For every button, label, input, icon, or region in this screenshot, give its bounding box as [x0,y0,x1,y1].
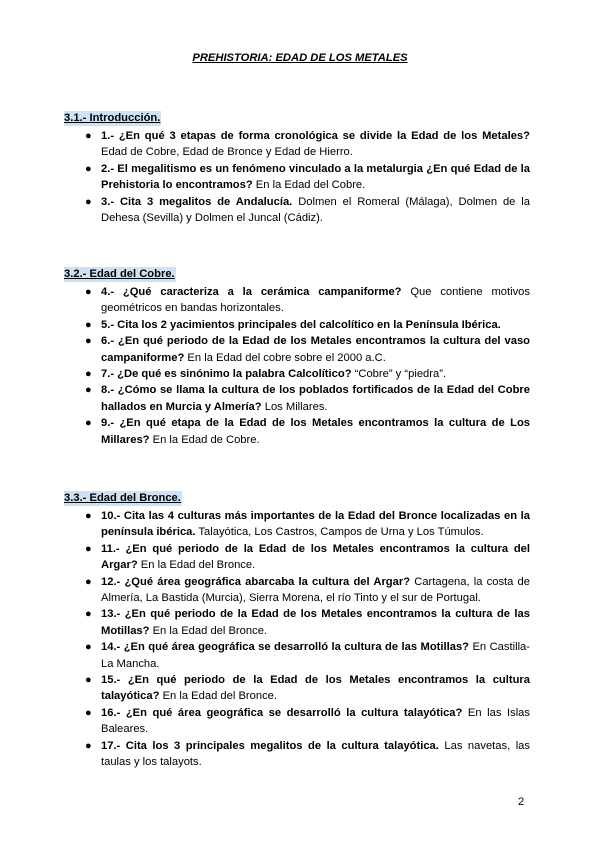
list-item [64,194,530,227]
list-item [64,574,530,607]
section-heading: 3.3.- Edad del Bronce. [64,492,181,504]
question-text: 5.- Cita los 2 yacimientos principales del calcolítico en la Península Ibérica. [101,318,501,331]
bullet-icon: ● [85,417,92,430]
list-item [64,317,530,333]
bullet-icon: ● [85,706,92,719]
answer-text: En la Edad del cobre sobre el 2000 a.C. [187,351,386,364]
question-text: 7.- ¿De qué es sinónimo la palabra Calcolítico? [101,368,352,381]
answer-text: En las Islas Baleares. [101,706,530,736]
bullet-icon: ● [85,641,92,654]
question-text: 14.- ¿En qué área geográfica se desarrolló la cultura de las Motillas? [101,641,470,654]
section-introduccion [64,108,530,226]
bullet-icon: ● [85,384,92,397]
bullet-icon: ● [85,286,92,298]
page-title: PREHISTORIA: EDAD DE LOS METALES [192,52,408,64]
answer-text: En la Edad del Bronce. [140,559,256,572]
list-item [64,284,530,317]
question-text: 16.- ¿En qué área geográfica se desarrolló la cultura talayótica? [101,706,463,719]
bullet-icon: ● [85,130,92,142]
answer-text: En la Edad del Bronce. [152,624,268,637]
question-text: 2.- El megalitismo es un fenómeno vinculado a la metalurgia ¿En qué Edad de la Prehistoria lo encontramos? [101,162,530,192]
list-item [64,672,530,705]
question-text: 10.- Cita las 4 culturas más importantes de la Edad del Bronce localizadas en la península ibérica. [101,510,530,539]
answer-text: Las navetas, las taulas y los talayots. [101,739,530,769]
question-list [64,284,530,448]
question-text: 9.- ¿En qué etapa de la Edad de los Metales encontramos la cultura de Los Millares? [101,417,530,446]
question-text: 3.- Cita 3 megalitos de Andalucía. [101,195,293,208]
bullet-icon: ● [85,195,92,208]
bullet-icon: ● [85,318,92,331]
list-item [64,705,530,738]
list-item [64,382,530,415]
page-number: 2 [518,796,525,808]
question-text: 1.- ¿En qué 3 etapas de forma cronológica se divide la Edad de los Metales? [101,130,530,142]
list-item [64,128,530,161]
section-heading: 3.1.- Introducción. [64,112,161,124]
answer-text: En Castilla-La Mancha. [101,641,531,670]
list-item [64,508,530,541]
list-item [64,415,530,448]
question-text: 15.- ¿En qué periodo de la Edad de los Metales encontramos la cultura talayótica? [101,674,530,703]
list-item [64,639,530,672]
bullet-icon: ● [85,162,92,175]
bullet-icon: ● [85,510,92,522]
question-text: 13.- ¿En qué periodo de la Edad de los Metales encontramos la cultura de las Motillas? [101,608,530,637]
list-item [64,541,530,574]
bullet-icon: ● [85,739,92,752]
bullet-icon: ● [85,575,92,588]
section-edad-del-bronce [64,488,530,771]
question-text: 4.- ¿Qué caracteriza a la cerámica campaniforme? [101,286,402,298]
section-edad-del-cobre [64,264,530,448]
answer-text: En la Edad de Cobre. [152,433,260,446]
list-item [64,161,530,194]
answer-text: Edad de Cobre, Edad de Bronce y Edad de Hierro. [101,146,353,159]
section-heading: 3.2.- Edad del Cobre. [64,268,175,280]
answer-text: Dolmen el Romeral (Málaga), Dolmen de la Dehesa (Sevilla) y Dolmen el Juncal (Cádiz). [101,195,531,225]
question-list [64,508,530,771]
question-list [64,128,530,226]
answer-text: Los Millares. [264,400,328,413]
answer-text: En la Edad del Bronce. [162,690,277,703]
answer-text: Que contiene motivos geométricos en bandas horizontales. [101,286,530,315]
question-text: 8.- ¿Cómo se llama la cultura de los poblados fortificados de la Edad del Cobre hallados en Murcia y Almería? [101,384,530,413]
list-item [64,738,530,771]
answer-text: “Cobre” y “piedra”. [354,368,447,381]
question-text: 6.- ¿En qué periodo de la Edad de los Metales encontramos la cultura del vaso campaniforme? [101,335,530,364]
list-item [64,606,530,639]
bullet-icon: ● [85,674,92,687]
bullet-icon: ● [85,542,92,555]
bullet-icon: ● [85,608,92,621]
question-text: 12.- ¿Qué área geográfica abarcaba la cultura del Argar? [101,575,411,588]
answer-text: Cartagena, la costa de Almería, La Bastida (Murcia), Sierra Morena, el río Tinto y el sur de Portugal. [101,575,530,605]
question-text: 17.- Cita los 3 principales megalitos de la cultura talayótica. [101,739,439,752]
list-item [64,366,530,382]
question-text: 11.- ¿En qué periodo de la Edad de los Metales encontramos la cultura del Argar? [101,542,530,572]
answer-text: En la Edad del Cobre. [255,179,366,192]
answer-text: Talayótica, Los Castros, Campos de Urna y Los Túmulos. [198,526,484,539]
bullet-icon: ● [85,335,92,348]
bullet-icon: ● [85,368,92,381]
list-item [64,333,530,366]
